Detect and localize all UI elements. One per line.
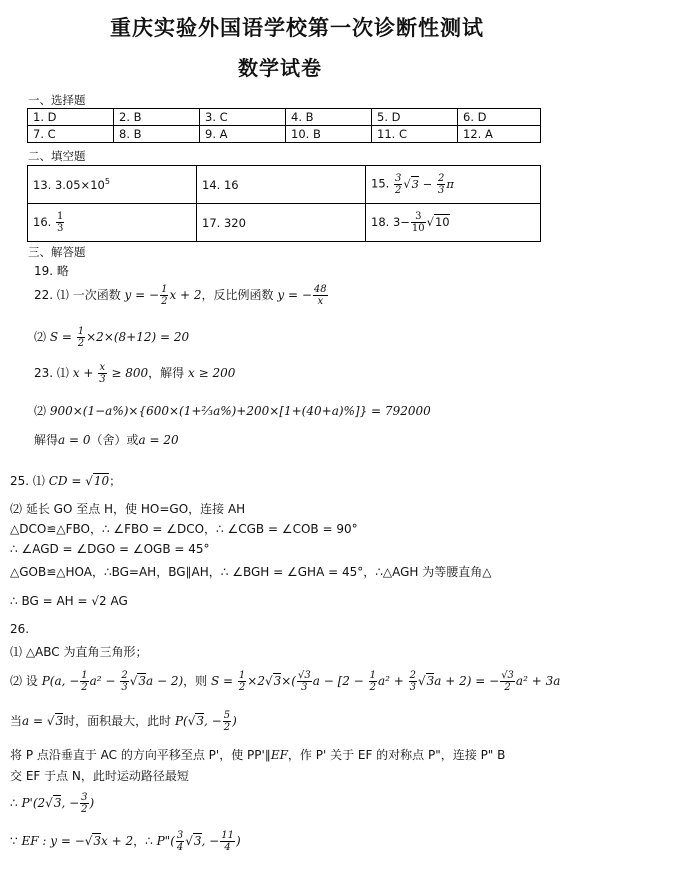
table-cell (366, 204, 541, 242)
answer-25-line3: △DCO≌△FBO，∴ ∠FBO = ∠DCO，∴ ∠CGB = ∠COB = 90° (10, 522, 358, 536)
table-row (28, 166, 541, 204)
answer-expression: $\frac{3}{2}$ √3 − $\frac{2}{3}$ π (394, 173, 454, 196)
section-heading-solve: 三、解答题 (28, 245, 86, 259)
answer-26-pp: ∴ P'(2√3, − $\frac{3}{2}$ ) (10, 792, 95, 815)
fill-answer-table (27, 165, 541, 242)
answer-25-part2: ⑵ 延长 GO 至点 H，使 HO=GO，连接 AH (10, 502, 246, 516)
table-cell: 5. D (372, 109, 458, 126)
answer-26-ef: ∵ EF : y = −√3x + 2，∴ P"( $\frac{3}{4}$ √3, − $\frac{11}{4}$ ) (10, 830, 241, 853)
answer-25-part1: 25. ⑴ CD = √10； (10, 474, 122, 488)
answer-expression: 3− $\frac{3}{10}$ √10 (392, 211, 450, 234)
page-title: 重庆实验外国语学校第一次诊断性测试 (110, 15, 484, 40)
table-cell: 11. C (372, 126, 458, 143)
choice-answer-table (27, 108, 541, 143)
answer-value: $3.05\times 10^5$ (54, 177, 110, 192)
answer-25-line5: △GOB≌△HOA，∴BG=AH，BG∥AH，∴ ∠BGH = ∠GHA = 45°，∴△AGH 为等腰直角△ (10, 565, 492, 579)
table-cell: 6. D (458, 109, 541, 126)
answer-19: 19. 略 (34, 264, 69, 278)
question-number: 13. (33, 177, 52, 192)
answer-23-part1: 23. ⑴ x + $\frac{x}{3}$ ≥ 800，解得 x ≥ 200 (34, 362, 236, 385)
answer-25-line4: ∴ ∠AGD = ∠DGO = ∠OGB = 45° (10, 542, 210, 556)
table-cell: 7. C (28, 126, 114, 143)
table-row (28, 204, 541, 242)
table-cell: 4. B (286, 109, 372, 126)
question-number: 16. (33, 215, 52, 229)
section-heading-choice: 一、选择题 (28, 93, 86, 107)
answer-26-move1: 将 P 点沿垂直于 AC 的方向平移至点 P'，使 PP'∥EF，作 P' 关于 EF 的对称点 P"，连接 P" B (10, 748, 506, 762)
answer-25-line6: ∴ BG = AH = √2 AG (10, 594, 128, 608)
page-subtitle: 数学试卷 (238, 56, 322, 80)
answer-26-move2: 交 EF 于点 N，此时运动路径最短 (10, 769, 189, 783)
section-heading-fill: 二、填空题 (28, 149, 86, 163)
answer-22-part1: 22. ⑴ 一次函数 y = − $\frac{1}{2}$ x + 2，反比例函数 y = − $\frac{48}{x}$ (34, 284, 327, 307)
table-cell: 14. 16 (197, 166, 366, 204)
table-cell (28, 166, 197, 204)
answer-expression: $\frac{1}{3}$ (56, 211, 64, 234)
table-cell: 1. D (28, 109, 114, 126)
answer-26-max: 当a = √3时，面积最大，此时 P(√3, − $\frac{5}{2}$ ) (10, 710, 237, 733)
table-cell (28, 204, 197, 242)
answer-23-conclusion: 解得a = 0（舍）或a = 20 (34, 433, 179, 447)
answer-26-part1: ⑴ △ABC 为直角三角形； (10, 645, 148, 659)
table-row (28, 109, 541, 126)
table-cell: 2. B (114, 109, 200, 126)
question-26-number: 26. (10, 622, 30, 636)
answer-26-part2: ⑵ 设 P(a, − $\frac{1}{2}$ a² − $\frac{2}{3}$ √3a − 2)，则 S = $\frac{1}{2}$ ×2√3×( $\frac{√3}{3}$ a − [2 − $\frac{1}{2}$ a² + $\frac{2}{3}$ √3a + 2) = − $\frac{√3}{2}$ a² + 3a (10, 670, 561, 693)
answer-23-part2: ⑵ 900×(1−a%)×{600×(1+⅔a%)+200×[1+(40+a)%]} = 792000 (34, 404, 431, 418)
table-row (28, 126, 541, 143)
table-cell: 17. 320 (197, 204, 366, 242)
table-cell: 3. C (200, 109, 286, 126)
question-number: 18. (371, 215, 390, 229)
table-cell: 8. B (114, 126, 200, 143)
table-cell: 9. A (200, 126, 286, 143)
answer-22-part2: ⑵ S = $\frac{1}{2}$ ×2×(8+12) = 20 (34, 326, 190, 349)
table-cell: 12. A (458, 126, 541, 143)
table-cell (366, 166, 541, 204)
table-cell: 10. B (286, 126, 372, 143)
question-number: 15. (371, 176, 390, 191)
